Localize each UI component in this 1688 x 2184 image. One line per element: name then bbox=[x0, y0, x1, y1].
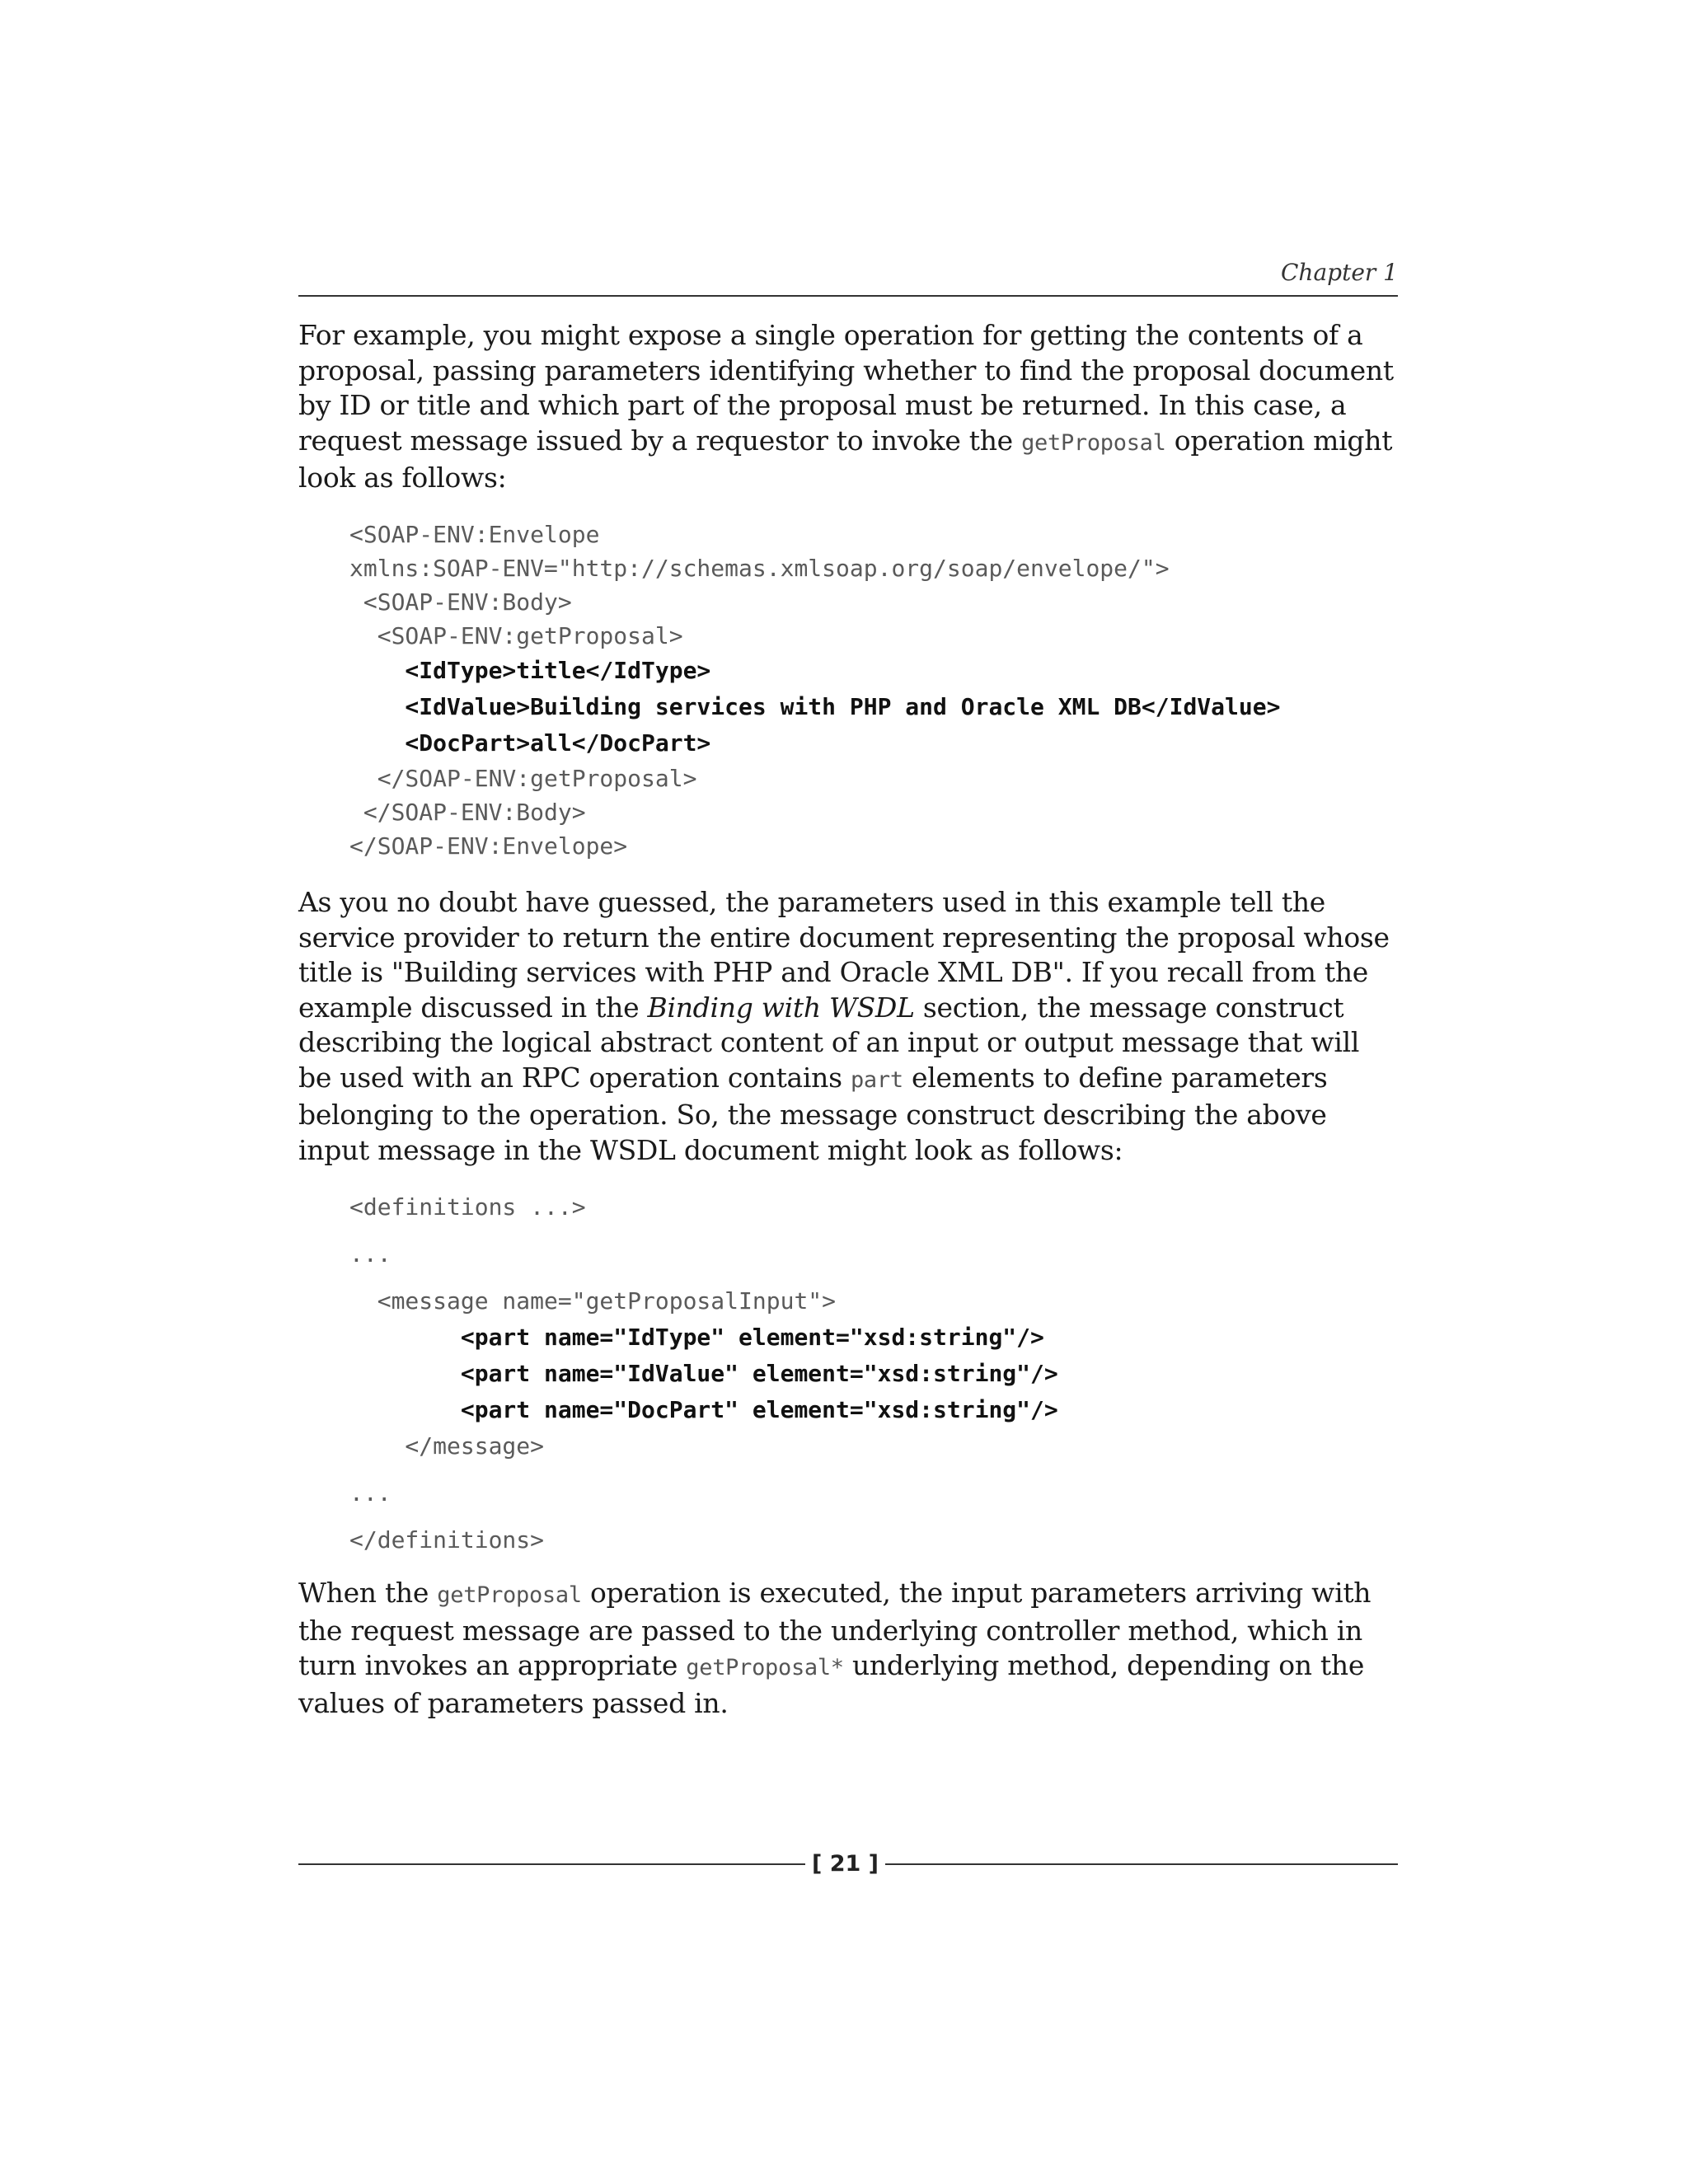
book-page bbox=[298, 0, 1398, 2184]
running-header bbox=[298, 259, 1398, 297]
code-line: <message name="getProposalInput"> bbox=[349, 1287, 837, 1315]
paragraph-text: When the bbox=[298, 1577, 438, 1609]
paragraph-text: For example, you might expose a single operation for getting the contents of a proposal, passing parameters identifying whether to find the proposal document by ID or title and which part of the proposal must be returned. In this case, a request message issued by a requestor to invoke the bbox=[298, 319, 1394, 457]
code-line: ... bbox=[349, 1479, 392, 1507]
wsdl-message-code-block bbox=[349, 1189, 1398, 1558]
section-reference: Binding with WSDL bbox=[647, 991, 915, 1024]
code-line-highlighted: <part name="IdValue" element="xsd:string"/> bbox=[349, 1360, 1058, 1387]
paragraph-text: operation is executed, the input parameters arriving with the request message are passed to the underlying controller method, which in turn invokes an appropriate bbox=[298, 1577, 1372, 1681]
inline-code: getProposal* bbox=[686, 1655, 844, 1680]
inline-code: getProposal bbox=[1021, 429, 1166, 456]
footer-rule-right bbox=[885, 1863, 1398, 1865]
code-line-highlighted: <IdType>title</IdType> bbox=[349, 657, 711, 684]
paragraph-text: section, the message construct describing the logical abstract content of an input or output message that will be used with an RPC operation contains bbox=[298, 991, 1360, 1094]
page-number: [ 21 ] bbox=[811, 1851, 879, 1877]
inline-code: getProposal bbox=[437, 1582, 582, 1608]
paragraph-conclusion bbox=[298, 1576, 1398, 1721]
paragraph-text: underlying method, depending on the values of parameters passed in. bbox=[298, 1649, 1365, 1719]
code-line: </SOAP-ENV:getProposal> bbox=[349, 765, 697, 792]
code-line: <SOAP-ENV:Envelope bbox=[349, 521, 600, 548]
code-line: </SOAP-ENV:Envelope> bbox=[349, 832, 628, 860]
inline-code: part bbox=[850, 1066, 903, 1093]
page-footer bbox=[298, 1846, 1398, 1882]
code-line: ... bbox=[349, 1240, 392, 1268]
paragraph-intro bbox=[298, 318, 1398, 496]
code-line-highlighted: <DocPart>all</DocPart> bbox=[349, 729, 711, 757]
code-line: <SOAP-ENV:getProposal> bbox=[349, 622, 683, 649]
code-line-highlighted: <part name="IdType" element="xsd:string"/> bbox=[349, 1324, 1044, 1351]
chapter-label: Chapter 1 bbox=[1281, 259, 1398, 286]
code-line: <definitions ...> bbox=[349, 1193, 586, 1221]
paragraph-text: operation might look as follows: bbox=[298, 424, 1393, 494]
code-line-highlighted: <part name="DocPart" element="xsd:string"/> bbox=[349, 1396, 1058, 1423]
code-line: xmlns:SOAP-ENV="http://schemas.xmlsoap.org/soap/envelope/"> bbox=[349, 555, 1170, 582]
code-line: <SOAP-ENV:Body> bbox=[349, 588, 572, 616]
soap-request-code-block bbox=[349, 518, 1398, 863]
paragraph-text: As you no doubt have guessed, the parameters used in this example tell the service provider to return the entire document representing the proposal whose title is "Building services with PHP and Oracle XML DB". If you recall from the example discussed in the bbox=[298, 886, 1390, 1024]
footer-rule-left bbox=[298, 1863, 805, 1865]
paragraph-text: elements to define parameters belonging to the operation. So, the message construct describing the above input message in the WSDL document might look as follows: bbox=[298, 1061, 1328, 1166]
code-line-highlighted: <IdValue>Building services with PHP and Oracle XML DB</IdValue> bbox=[349, 693, 1281, 720]
paragraph-explanation bbox=[298, 885, 1398, 1168]
code-line: </definitions> bbox=[349, 1526, 545, 1554]
code-line: </SOAP-ENV:Body> bbox=[349, 799, 586, 826]
code-line: </message> bbox=[349, 1432, 545, 1460]
